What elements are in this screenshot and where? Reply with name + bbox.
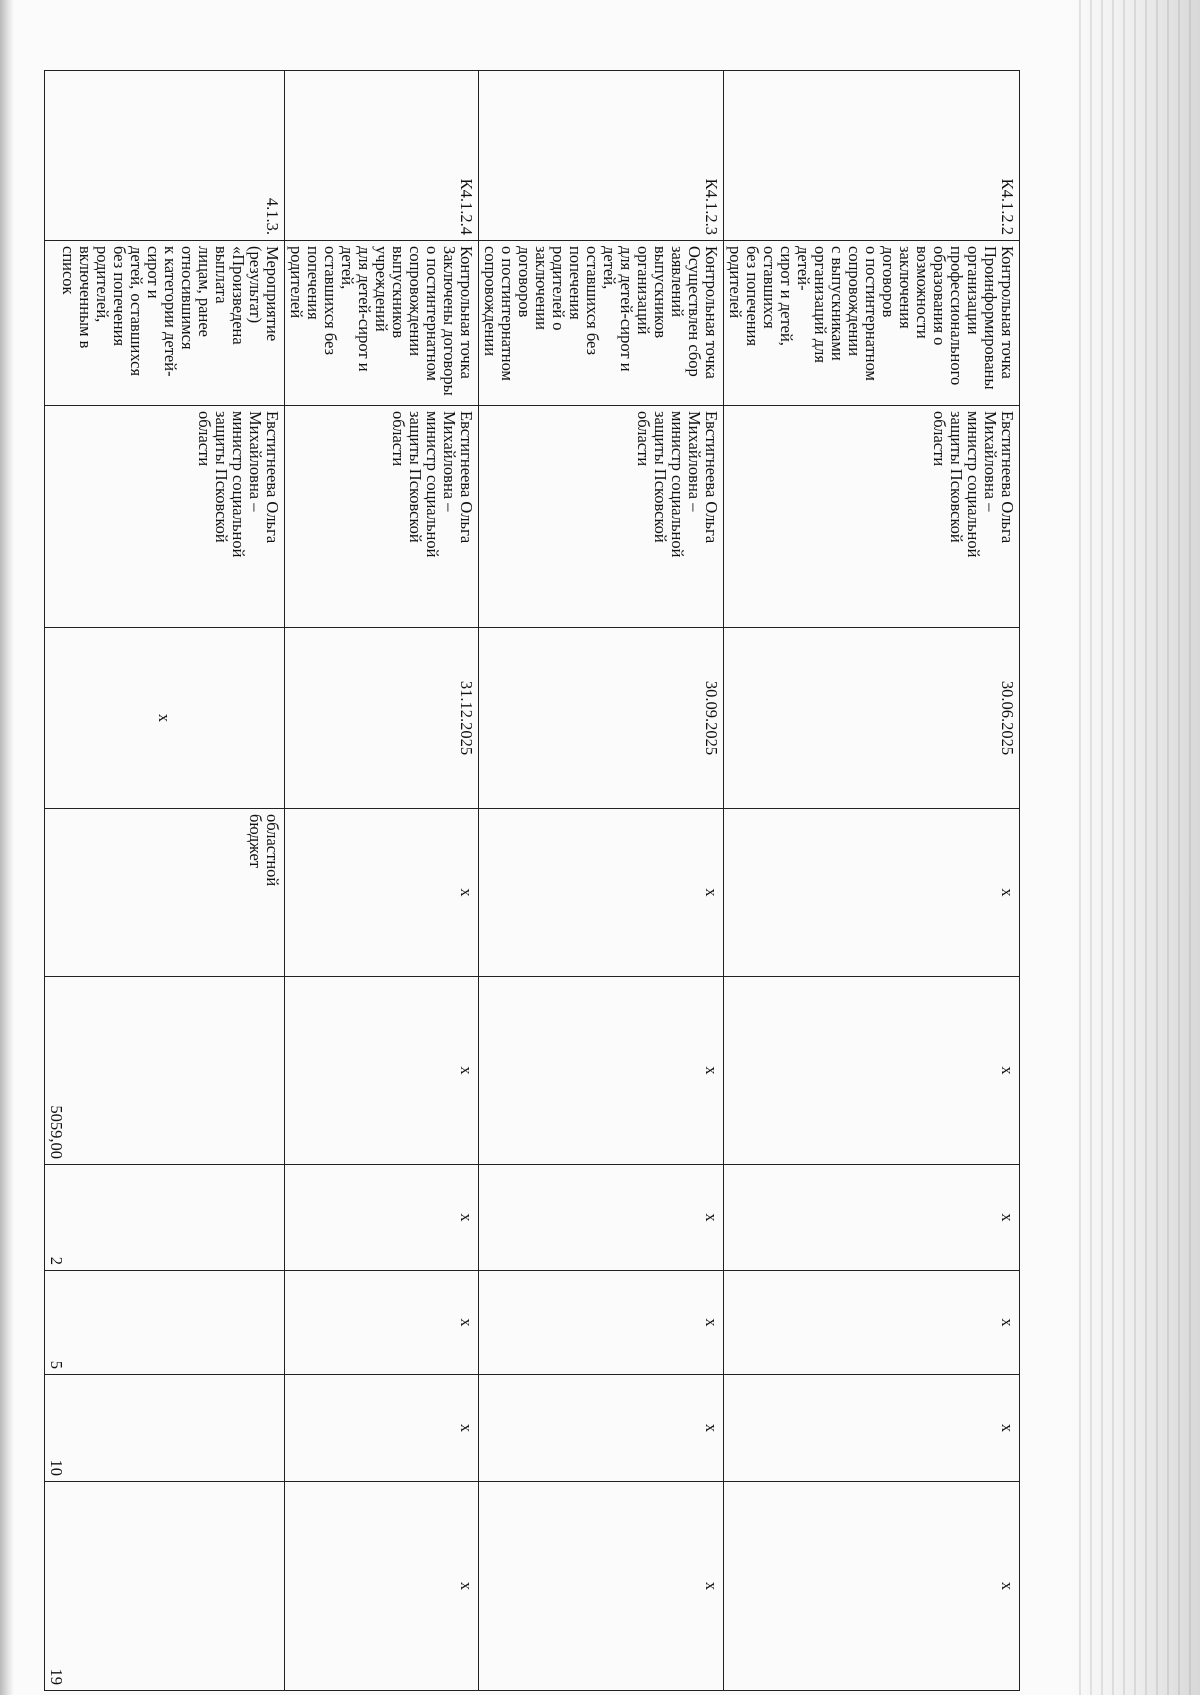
cell-value-2: x [724,1271,1020,1375]
plan-table [44,70,1020,1691]
cell-amount: 5059,00 [45,977,285,1165]
cell-value-4: x [724,1482,1020,1691]
cell-responsible: Евстигнеева Ольга Михайловна – министр социальной защиты Псковской области [724,406,1020,628]
cell-value-4: 19 [45,1482,285,1691]
cell-responsible: Евстигнеева Ольга Михайловна – министр социальной защиты Псковской области [479,406,724,628]
cell-value-1: 2 [45,1165,285,1271]
table-row [479,71,724,1691]
cell-amount: x [479,977,724,1165]
cell-date: x [45,628,285,809]
cell-source: x [285,809,479,977]
cell-value-2: x [479,1271,724,1375]
cell-code: К4.1.2.2 [724,71,1020,241]
cell-date: 31.12.2025 [285,628,479,809]
cell-value-3: x [479,1375,724,1482]
cell-description: Мероприятие (результат) «Произведена выплата лицам, ранее относившимся к категории детей-сирот и детей, оставшихся без попечения родителей, включенным в список [45,241,285,406]
cell-value-1: x [479,1165,724,1271]
cell-date: 30.06.2025 [724,628,1020,809]
cell-value-1: x [285,1165,479,1271]
table-row [724,71,1020,1691]
cell-value-2: 5 [45,1271,285,1375]
cell-value-4: x [479,1482,724,1691]
cell-code: 4.1.3. [45,71,285,241]
cell-date: 30.09.2025 [479,628,724,809]
cell-responsible: Евстигнеева Ольга Михайловна – министр социальной защиты Псковской области [45,406,285,628]
cell-code: К4.1.2.3 [479,71,724,241]
cell-value-3: x [724,1375,1020,1482]
cell-value-3: x [285,1375,479,1482]
cell-code: К4.1.2.4 [285,71,479,241]
cell-source: областной бюджет [45,809,285,977]
cell-value-4: x [285,1482,479,1691]
cell-value-1: x [724,1165,1020,1271]
table-row [45,71,285,1691]
rotated-table-frame [47,70,1020,1690]
cell-value-2: x [285,1271,479,1375]
table-row [285,71,479,1691]
cell-responsible: Евстигнеева Ольга Михайловна – министр социальной защиты Псковской области [285,406,479,628]
cell-source: x [724,809,1020,977]
cell-description: Контрольная точка Проинформированы организации профессионального образования о возможности заключения договоров о постинтернатном сопровождении с выпускниками организаций для детей- сирот и детей, оставшихся без попечения родителей [724,241,1020,406]
scan-edge-left [0,0,14,1695]
cell-description: Контрольная точка Заключены договоры о постинтернатном сопровождении выпускников учреждений для детей-сирот и детей, оставшихся без попечения родителей [285,241,479,406]
cell-amount: x [724,977,1020,1165]
cell-amount: x [285,977,479,1165]
cell-source: x [479,809,724,977]
cell-value-3: 10 [45,1375,285,1482]
scan-edge-right [1070,0,1200,1695]
cell-description: Контрольная точка Осуществлен сбор заявлений выпускников организаций для детей-сирот и детей, оставшихся без попечения родителей о заключении договоров о постинтернатном сопровождении [479,241,724,406]
